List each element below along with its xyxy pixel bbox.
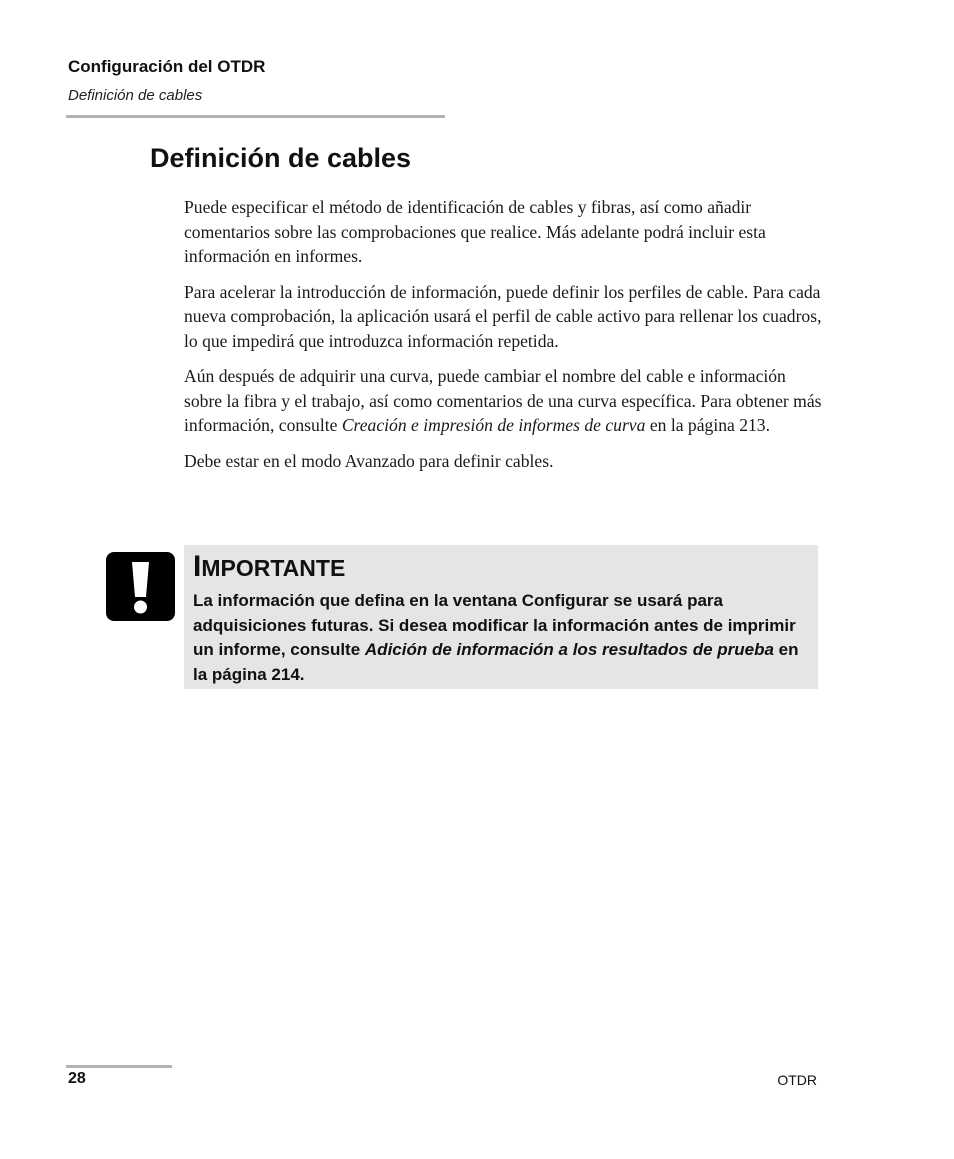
important-notice [184,545,818,689]
important-cross-reference-link[interactable]: Adición de información a los resultados de prueba [364,640,774,659]
paragraph-advanced-mode: Debe estar en el modo Avanzado para definir cables. [184,450,554,471]
important-heading [193,549,808,586]
body-text [184,195,824,484]
paragraph-text: en la página 213. [645,415,771,435]
paragraph-intro: Puede especificar el método de identificación de cables y fibras, así como añadir comentarios sobre las comprobaciones que realice. Más adelante podrá incluir esta información en informes. [184,197,766,266]
footer-divider [66,1065,172,1068]
paragraph-text: Aún después de adquirir una curva, puede cambiar el nombre del cable e información sobre la fibra y el trabajo, así como comentarios de una curva específica. Para obtener más información, consulte [184,366,822,435]
important-heading-rest: MPORTANTE [201,555,346,581]
important-text [193,589,808,687]
paragraph-after-acquisition [184,364,824,438]
running-header-section: Definición de cables [68,87,203,104]
important-text-start: La información que defina en la ventana Configurar se usará para adquisiciones futuras. Si desea modificar la información antes de imprimir un informe, consulte [193,591,796,659]
page-title: Definición de cables [150,143,412,173]
cross-reference-link[interactable]: Creación e impresión de informes de curva [341,415,646,435]
exclamation-icon [106,552,175,621]
paragraph-cable-profiles: Para acelerar la introducción de información, puede definir los perfiles de cable. Para cada nueva comprobación, la aplicación usará el perfil de cable activo para rellenar los cuadros, lo que impedirá que introduzca información repetida. [184,281,822,351]
header-divider [66,115,445,118]
running-header-chapter: Configuración del OTDR [68,57,266,76]
page-number: 28 [68,1070,86,1087]
footer-document-name: OTDR [777,1072,817,1088]
important-text-end: en la página 214. [193,640,799,684]
important-heading-initial: I [193,550,202,583]
